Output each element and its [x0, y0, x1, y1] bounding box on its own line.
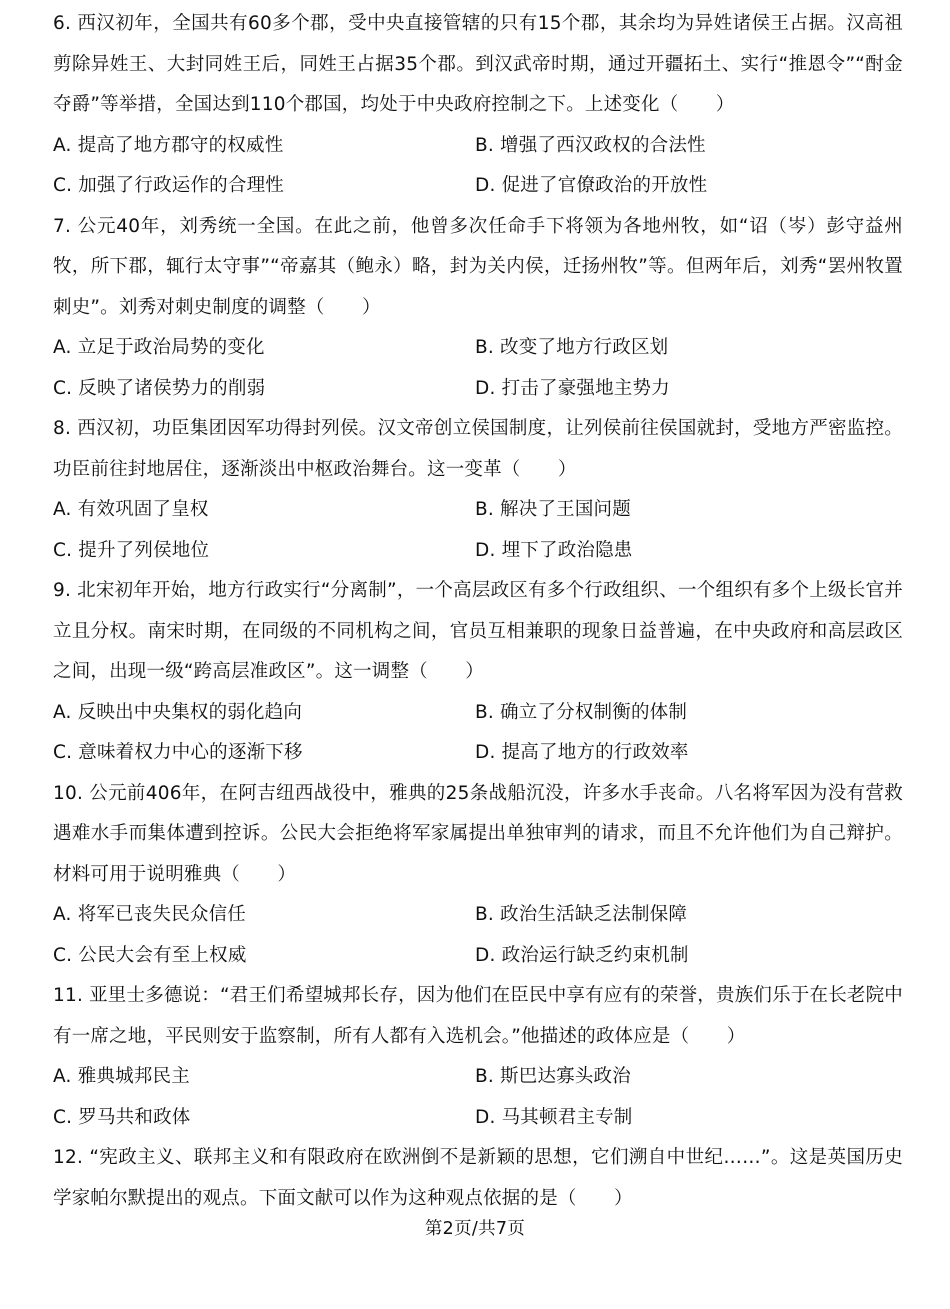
option-c: C. 反映了诸侯势力的削弱 — [53, 377, 266, 399]
option-grid — [53, 328, 903, 409]
option-a: A. 提高了地方郡守的权威性 — [53, 134, 284, 156]
option-b: B. 斯巴达寡头政治 — [475, 1066, 631, 1087]
question-stem: 11. 亚里士多德说：“君王们希望城邦长存，因为他们在臣民中享有应有的荣誉，贵族们乐于在长老院中有一席之地，平民则安于监察制，所有人都有入选机会。”他描述的政体应是（ ） — [53, 985, 903, 1047]
option-d: D. 打击了豪强地主势力 — [475, 377, 670, 399]
option-a: A. 反映出中央集权的弱化趋向 — [53, 701, 303, 723]
option-c: C. 意味着权力中心的逐渐下移 — [53, 742, 303, 763]
question-12 — [53, 1138, 903, 1219]
page-number-footer: 第2页/共7页 — [424, 1219, 526, 1239]
option-d: D. 埋下了政治隐患 — [475, 539, 633, 561]
option-c: C. 提升了列侯地位 — [53, 539, 210, 561]
option-a: A. 有效巩固了皇权 — [53, 499, 209, 520]
option-grid — [53, 126, 903, 207]
option-b: B. 政治生活缺乏法制保障 — [475, 904, 688, 925]
question-7 — [53, 207, 903, 410]
question-stem: 9. 北宋初年开始，地方行政实行“分离制”，一个高层政区有多个行政组织、一个组织有多个上级长官并立且分权。南宋时期，在同级的不同机构之间，官员互相兼职的现象日益普遍，在中央政府和高层政区之间，出现一级“跨高层准政区”。这一调整（ ） — [53, 580, 903, 682]
option-d: D. 促进了官僚政治的开放性 — [475, 175, 708, 196]
question-8 — [53, 409, 903, 571]
option-c: C. 加强了行政运作的合理性 — [53, 175, 284, 196]
question-stem: 7. 公元40年，刘秀统一全国。在此之前，他曾多次任命手下将领为各地州牧，如“诏（岑）彭守益州牧，所下郡，辄行太守事”“帝嘉其（鲍永）略，封为关内侯，迁扬州牧”等。但两年后，刘秀“罢州牧置刺史”。刘秀对刺史制度的调整（ ） — [53, 215, 903, 318]
option-b: B. 确立了分权制衡的体制 — [475, 701, 688, 723]
question-11 — [53, 976, 903, 1138]
option-grid — [53, 693, 903, 774]
option-grid — [53, 895, 903, 976]
question-6 — [53, 4, 903, 207]
option-d: D. 提高了地方的行政效率 — [475, 742, 689, 763]
option-a: A. 立足于政治局势的变化 — [53, 337, 265, 358]
option-b: B. 改变了地方行政区划 — [475, 337, 669, 358]
question-9 — [53, 571, 903, 774]
option-grid — [53, 1057, 903, 1138]
question-stem: 6. 西汉初年，全国共有60多个郡，受中央直接管辖的只有15个郡，其余均为异姓诸侯王占据。汉高祖剪除异姓王、大封同姓王后，同姓王占据35个郡。到汉武帝时期，通过开疆拓土、实行“推恩令”“酎金夺爵”等举措，全国达到110个郡国，均处于中央政府控制之下。上述变化（ ） — [53, 13, 903, 115]
question-stem: 10. 公元前406年，在阿吉纽西战役中，雅典的25条战船沉没，许多水手丧命。八名将军因为没有营救遇难水手而集体遭到控诉。公民大会拒绝将军家属提出单独审判的请求，而且不允许他们为自己辩护。材料可用于说明雅典（ ） — [53, 782, 903, 885]
question-10 — [53, 774, 903, 977]
option-a: A. 将军已丧失民众信任 — [53, 904, 246, 925]
option-c: C. 罗马共和政体 — [53, 1106, 191, 1128]
option-a: A. 雅典城邦民主 — [53, 1066, 190, 1087]
question-list — [53, 4, 903, 1219]
question-stem: 8. 西汉初，功臣集团因军功得封列侯。汉文帝创立侯国制度，让列侯前往侯国就封，受地方严密监控。功臣前往封地居住，逐渐淡出中枢政治舞台。这一变革（ ） — [53, 418, 903, 480]
option-d: D. 政治运行缺乏约束机制 — [475, 944, 689, 966]
option-c: C. 公民大会有至上权威 — [53, 944, 247, 966]
option-b: B. 解决了王国问题 — [475, 499, 631, 520]
question-stem: 12. “宪政主义、联邦主义和有限政府在欧洲倒不是新颖的思想，它们溯自中世纪……”。这是英国历史学家帕尔默提出的观点。下面文献可以作为这种观点依据的是（ ） — [53, 1147, 903, 1209]
option-grid — [53, 490, 903, 571]
option-d: D. 马其顿君主专制 — [475, 1106, 633, 1128]
option-b: B. 增强了西汉政权的合法性 — [475, 134, 706, 156]
